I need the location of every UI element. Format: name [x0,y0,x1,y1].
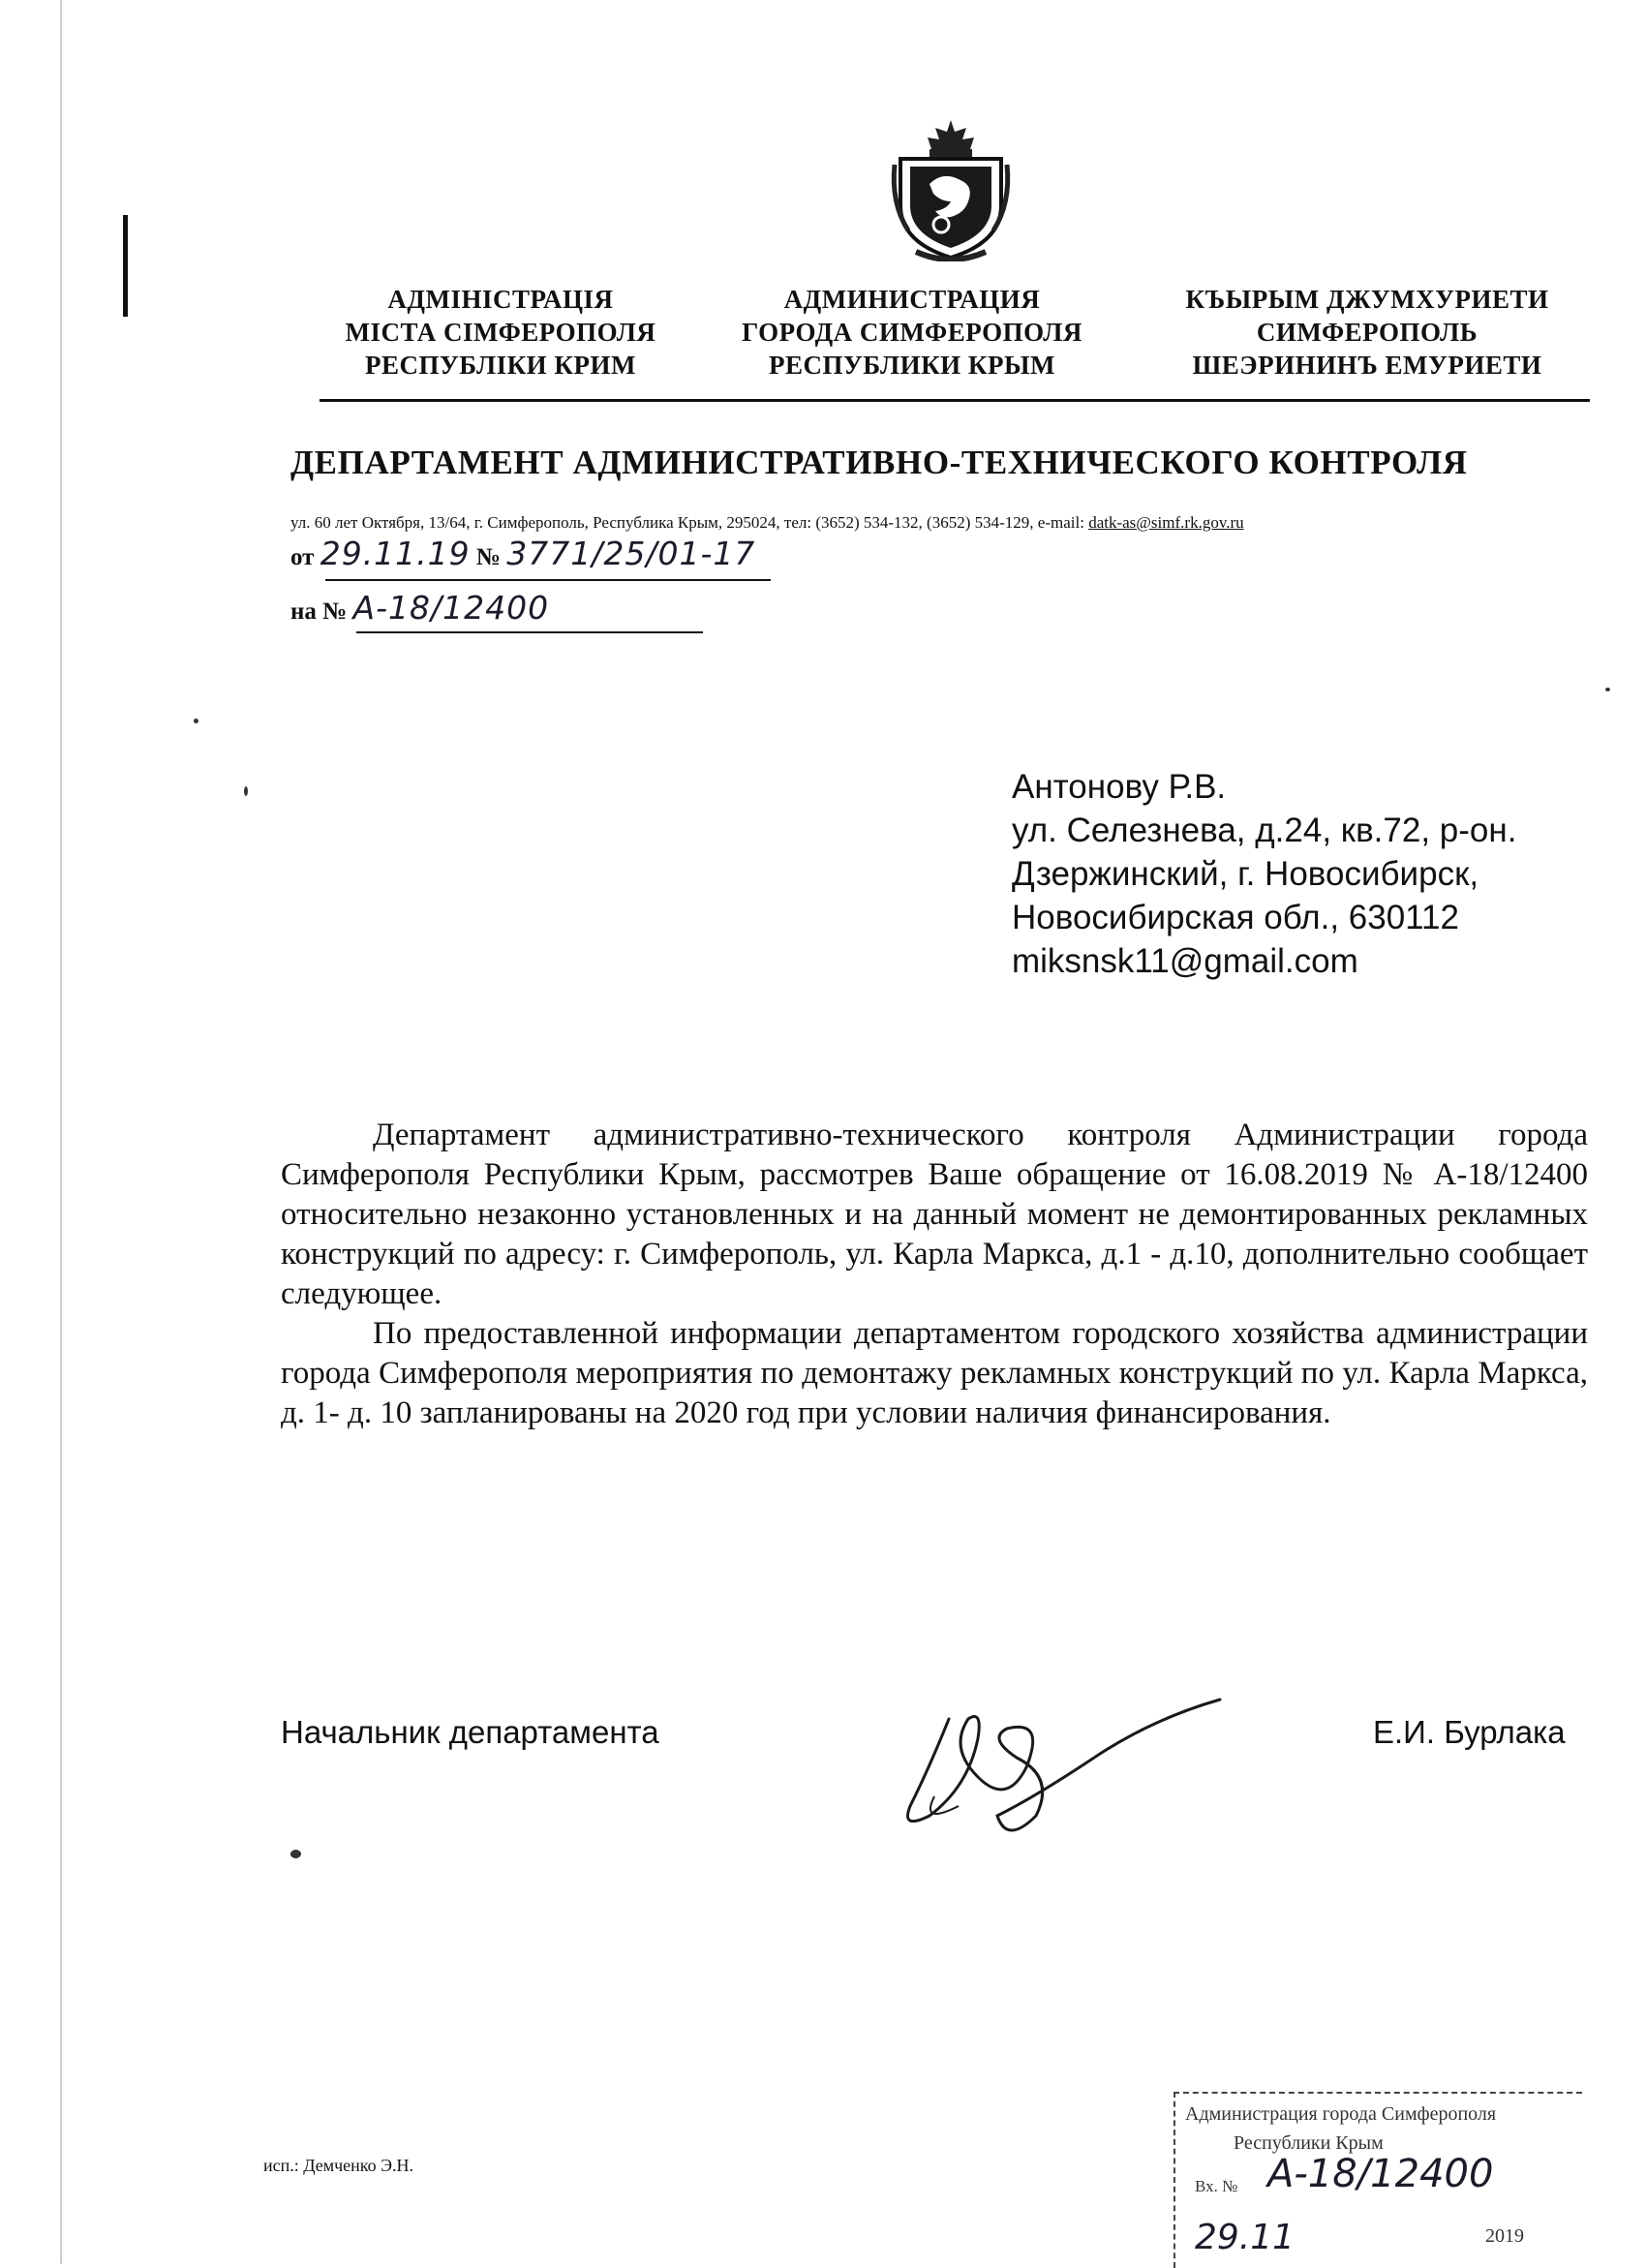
outgoing-number: 3771/25/01-17 [506,535,756,572]
from-label: от [290,544,315,570]
letterhead-line: ГОРОДА СИМФЕРОПОЛЯ [742,318,1082,347]
reply-number: А-18/12400 [352,589,550,627]
addressee-name: Антонову Р.В. [1012,768,1227,806]
stamp-year: 2019 [1485,2225,1524,2247]
addressee-region: Новосибирская обл., 630112 [1012,899,1459,936]
department-title: ДЕПАРТАМЕНТ АДМИНИСТРАТИВНО-ТЕХНИЧЕСКОГО КОНТРОЛЯ [290,444,1468,481]
letterhead-ukrainian [321,283,680,382]
letterhead-line: АДМІНІСТРАЦІЯ [387,285,614,314]
body-paragraph: Департамент административно-технического контроля Администрации города Симферополя Республики Крым, рассмотрев Ваше обращение от 16.08.2019 № А-18/12400 относительно незаконно установленных и на данный момент не демонтированных рекламных конструкций по адресу: г. Симферополь, ул. Карла Маркса, д.1 - д.10, дополнительно сообщает следующее. [281,1118,1588,1311]
stamp-date: 29.11 [1195,2218,1295,2257]
letterhead-divider [320,399,1590,402]
letterhead-line: КЪЫРЫМ ДЖУМХУРИЕТИ [1185,285,1549,314]
letterhead-line: ШЕЭРИНИНЪ ЕМУРИЕТИ [1192,351,1542,380]
letterhead-line: СИМФЕРОПОЛЬ [1256,318,1478,347]
stamp-incoming-number: А-18/12400 [1267,2152,1494,2196]
reply-label: на № [290,598,348,625]
department-email-link[interactable]: datk-as@simf.rk.gov.ru [1088,513,1244,532]
addressee-district-city: Дзержинский, г. Новосибирск, [1012,855,1479,893]
reply-registration [290,589,549,627]
incoming-registration-stamp [1174,2092,1582,2268]
stamp-incoming-label: Вх. № [1195,2177,1238,2195]
letterhead-line: РЕСПУБЛІКИ КРИМ [364,351,636,380]
crimea-coat-of-arms-icon [887,116,1015,261]
scan-mark [123,215,128,317]
letterhead-line: МІСТА СІМФЕРОПОЛЯ [345,318,656,347]
body-paragraph: По предоставленной информации департаментом городского хозяйства администрации города Симферополя мероприятия по демонтажу рекламных конструкций по ул. Карла Маркса, д. 1- д. 10 запланированы на 2020 год при условии наличия финансирования. [281,1316,1588,1430]
scan-speck [1605,688,1610,691]
outgoing-date: 29.11.19 [320,535,471,572]
signatory-position: Начальник департамента [281,1714,659,1750]
scan-speck [290,1850,301,1858]
letterhead-line: АДМИНИСТРАЦИЯ [783,285,1041,314]
stamp-region: Республики Крым [1234,2132,1384,2154]
letterhead-line: РЕСПУБЛИКИ КРЫМ [768,351,1055,380]
date-number-underline [325,579,771,581]
letterhead-russian [718,283,1106,382]
addressee-block [1012,765,1516,983]
department-address [290,513,1598,533]
address-text: ул. 60 лет Октября, 13/64, г. Симферополь, Республика Крым, 295024, тел: (3652) 534-132, (3652) 534-129, e-mail: [290,513,1089,532]
number-sign: № [475,544,502,570]
scan-speck [244,786,248,796]
signatory-name: Е.И. Бурлака [1373,1714,1566,1750]
letter-body [281,1116,1588,1433]
reply-number-underline [356,631,703,633]
addressee-street: ул. Селезнева, д.24, кв.72, р-он. [1012,812,1517,849]
letterhead-crimean-tatar [1164,283,1570,382]
addressee-email[interactable]: miksnsk11@gmail.com [1012,942,1358,980]
stamp-organization: Администрация города Симферополя [1185,2103,1497,2125]
handwritten-signature [891,1661,1239,1845]
scan-speck [194,719,198,723]
scan-edge-shadow [60,0,62,2264]
outgoing-registration [290,535,755,572]
executor-note: исп.: Демченко Э.Н. [263,2156,414,2175]
